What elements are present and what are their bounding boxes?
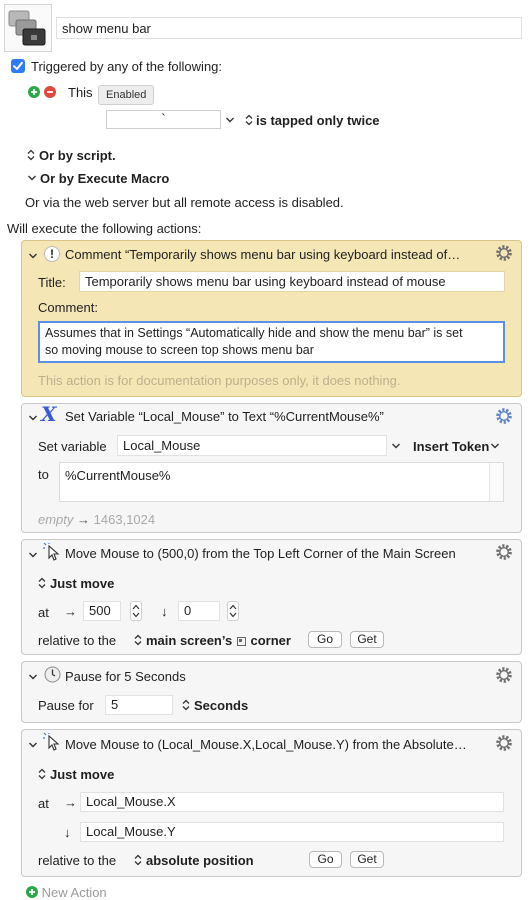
title-label: Title: (38, 275, 66, 290)
web-server-note: Or via the web server but all remote access is disabled. (25, 195, 344, 210)
relative-label: relative to the (38, 853, 117, 868)
or-by-script-toggle[interactable]: Or by script. (39, 148, 116, 163)
pause-duration-field[interactable]: 5 (105, 695, 173, 715)
comment-label: Comment: (38, 300, 98, 315)
chevron-down-icon[interactable] (490, 442, 500, 450)
y-stepper[interactable] (227, 601, 239, 621)
triggered-checkbox[interactable] (11, 59, 25, 73)
chevron-down-icon[interactable] (391, 442, 401, 450)
get-button[interactable]: Get (350, 851, 384, 868)
gear-icon[interactable] (494, 406, 514, 426)
mouse-cursor-icon (43, 543, 61, 563)
to-value-text: %CurrentMouse% (65, 468, 171, 483)
chevron-down-icon[interactable] (27, 174, 37, 182)
checkbox-checked-icon (11, 59, 25, 73)
comment-line: so moving mouse to screen top shows menu bar (45, 343, 314, 357)
updown-chevron-icon[interactable] (245, 114, 253, 126)
x-stepper[interactable] (130, 601, 142, 621)
move-mouse-header: Move Mouse to (Local_Mouse.X,Local_Mouse.Y) from the Absolute… (65, 737, 467, 752)
pause-unit-popup[interactable]: Seconds (194, 698, 249, 713)
updown-chevron-icon[interactable] (134, 854, 142, 866)
set-variable-header: Set Variable “Local_Mouse” to Text “%CurrentMouse%” (65, 409, 384, 424)
x-arrow: → (64, 604, 77, 619)
x-arrow: → (64, 795, 77, 810)
add-icon (26, 886, 38, 898)
move-mouse-action-1[interactable] (21, 539, 522, 655)
x-coordinate-field[interactable]: 500 (83, 601, 121, 621)
relative-label: relative to the (38, 633, 117, 648)
move-mouse-header: Move Mouse to (500,0) from the Top Left Corner of the Main Screen (65, 546, 456, 561)
remove-icon (44, 86, 56, 98)
y-coordinate-field[interactable]: 0 (178, 601, 220, 621)
relative-suffix: corner (250, 633, 291, 648)
comment-text-area[interactable] (38, 321, 505, 363)
variable-preview (38, 512, 155, 527)
pause-header: Pause for 5 Seconds (65, 669, 186, 684)
get-button[interactable]: Get (350, 631, 384, 648)
insert-token-button[interactable]: Insert Token (413, 439, 490, 454)
macro-icon[interactable] (4, 4, 52, 52)
comment-title-field[interactable]: Temporarily shows menu bar using keyboard instead of mouse (79, 271, 505, 292)
preview-value: 1463,1024 (93, 512, 156, 527)
preview-empty: empty (38, 512, 74, 527)
new-action-button[interactable] (26, 885, 107, 898)
trigger-prefix: This (68, 85, 93, 100)
comment-header: Comment “Temporarily shows menu bar using keyboard instead of… (65, 247, 461, 262)
chevron-down-icon[interactable] (28, 741, 38, 749)
trigger-condition-popup[interactable]: is tapped only twice (256, 113, 380, 128)
x-expression-field[interactable]: Local_Mouse.X (80, 792, 504, 812)
relative-popup[interactable]: absolute position (146, 853, 254, 868)
to-value-area[interactable] (59, 462, 504, 502)
updown-chevron-icon[interactable] (182, 699, 190, 711)
updown-chevron-icon[interactable] (134, 634, 142, 646)
new-action-label: New Action (41, 885, 107, 900)
relative-popup[interactable] (146, 633, 291, 648)
at-label: at (38, 605, 49, 620)
updown-chevron-icon[interactable] (38, 768, 46, 780)
go-button[interactable]: Go (308, 631, 342, 648)
y-arrow: ↓ (161, 604, 168, 619)
pause-label: Pause for (38, 698, 94, 713)
set-variable-action[interactable] (21, 403, 522, 533)
gear-icon[interactable] (494, 733, 514, 753)
add-trigger-button[interactable] (28, 86, 40, 98)
variable-name-field[interactable]: Local_Mouse (117, 435, 387, 456)
enabled-tooltip: Enabled (98, 85, 154, 105)
mouse-cursor-icon (43, 733, 61, 753)
chevron-down-icon[interactable] (28, 252, 38, 260)
move-mode-popup[interactable]: Just move (50, 576, 115, 591)
set-variable-label: Set variable (38, 439, 107, 454)
gear-icon[interactable] (494, 243, 514, 263)
exclamation-icon: ! (44, 246, 60, 262)
clock-icon (44, 666, 61, 683)
add-icon (28, 86, 40, 98)
pause-action[interactable] (21, 661, 522, 723)
remove-trigger-button[interactable] (44, 86, 56, 98)
updown-chevron-icon[interactable] (27, 149, 35, 161)
move-mouse-action-2[interactable] (21, 729, 522, 877)
to-label: to (38, 467, 49, 482)
variable-x-icon: X (41, 402, 57, 426)
y-expression-field[interactable]: Local_Mouse.Y (80, 822, 504, 842)
chevron-down-icon[interactable] (28, 551, 38, 559)
or-by-execute-macro-toggle[interactable]: Or by Execute Macro (40, 171, 170, 186)
relative-value: main screen’s (146, 633, 233, 648)
go-button[interactable]: Go (309, 851, 342, 868)
chevron-down-icon[interactable] (28, 414, 38, 422)
at-label: at (38, 796, 49, 811)
text-area-scrollbar[interactable] (489, 463, 503, 501)
will-execute-label: Will execute the following actions: (7, 221, 202, 236)
chevron-down-icon[interactable] (225, 116, 235, 124)
y-arrow: ↓ (64, 825, 71, 840)
corner-icon (237, 637, 246, 646)
gear-icon[interactable] (494, 665, 514, 685)
updown-chevron-icon[interactable] (38, 577, 46, 589)
comment-line: Assumes that in Settings “Automatically hide and show the menu bar” is set (45, 326, 463, 340)
preview-arrow: → (77, 512, 91, 527)
comment-action[interactable] (21, 240, 522, 397)
hotkey-field[interactable]: ` (106, 110, 221, 129)
macro-name-field[interactable]: show menu bar (56, 17, 522, 39)
gear-icon[interactable] (494, 542, 514, 562)
chevron-down-icon[interactable] (28, 673, 38, 681)
triggered-label: Triggered by any of the following: (31, 59, 223, 74)
documentation-note: This action is for documentation purposes only, it does nothing. (38, 373, 401, 388)
move-mode-popup[interactable]: Just move (50, 767, 115, 782)
